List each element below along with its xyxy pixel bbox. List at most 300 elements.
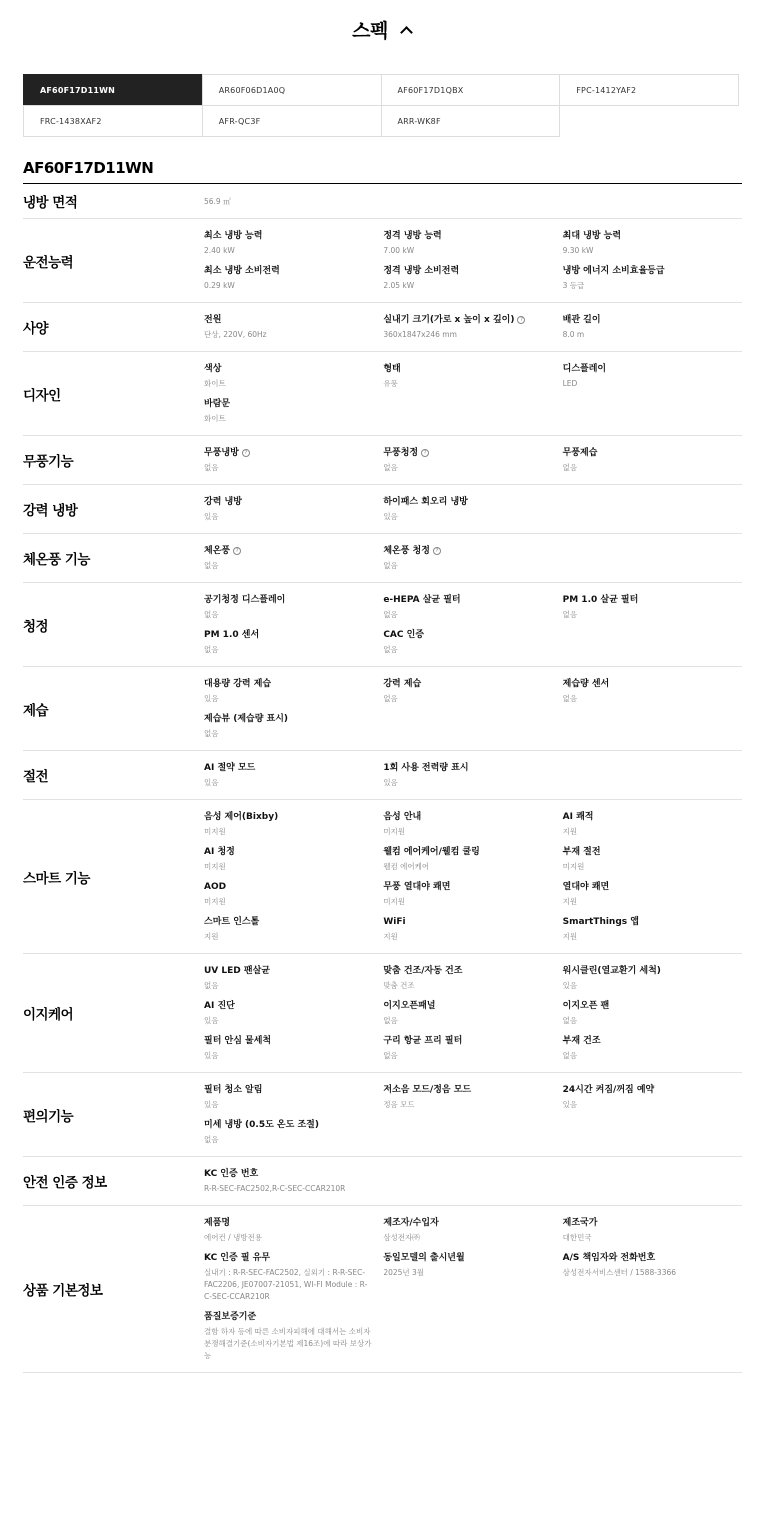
spec-value: 7.00 kW [383, 246, 415, 255]
spec-label [204, 999, 373, 1013]
spec-item [383, 628, 562, 663]
spec-label [383, 915, 552, 929]
spec-label-text: 실내기 크기(가로 x 높이 x 깊이) [383, 315, 515, 325]
spec-value: 2025년 3월 [383, 1268, 425, 1277]
spec-item [563, 1216, 742, 1251]
model-row [23, 106, 742, 137]
spec-value: 있음 [204, 1051, 219, 1060]
spec-label [204, 677, 373, 691]
spec-item [204, 761, 383, 796]
model-tab[interactable]: FPC-1412YAF2 [559, 74, 739, 106]
spec-label [204, 593, 373, 607]
spec-label-text: 무풍청정 [383, 448, 419, 458]
spec-value: 삼성전자㈜ [383, 1233, 420, 1242]
spec-item [204, 229, 383, 264]
spec-label [204, 1310, 373, 1324]
spec-value: 화이트 [204, 379, 226, 388]
spec-label [383, 495, 552, 509]
spec-label-text: 24시간 켜짐/꺼짐 예약 [562, 1085, 655, 1095]
spec-label [383, 362, 552, 376]
section-body [204, 1157, 742, 1205]
spec-label [383, 628, 552, 642]
spec-label [563, 593, 732, 607]
model-tab[interactable]: AF60F17D1QBX [381, 74, 561, 106]
spec-item [383, 1083, 562, 1118]
spec-item [383, 229, 562, 264]
spec-value: 삼성전자서비스센터 / 1588-3366 [562, 1268, 677, 1277]
section-title: 체온풍 기능 [23, 552, 90, 568]
spec-value: 맞춤 건조 [383, 981, 415, 990]
spec-value: 없음 [383, 694, 398, 703]
spec-label [563, 446, 732, 460]
spec-item [204, 915, 383, 950]
spec-label [383, 229, 552, 243]
spec-section [23, 954, 742, 1073]
spec-value: 있음 [204, 1016, 219, 1025]
spec-label [204, 1167, 373, 1181]
spec-section [23, 667, 742, 751]
spec-label [204, 1216, 373, 1230]
spec-label [204, 495, 373, 509]
spec-value: 없음 [562, 694, 578, 703]
spec-label [563, 845, 732, 859]
spec-section [23, 1157, 742, 1206]
spec-label [204, 880, 373, 894]
spec-label [204, 761, 373, 775]
section-title: 냉방 면적 [23, 195, 78, 211]
spec-label-text: AOD [204, 882, 227, 892]
spec-value: 단상, 220V, 60Hz [204, 330, 267, 339]
spec-item [204, 712, 383, 747]
spec-value: 없음 [562, 1051, 578, 1060]
spec-value: 없음 [204, 645, 219, 654]
spec-label-text: 색상 [204, 364, 222, 374]
section-title: 안전 인증 정보 [23, 1175, 107, 1191]
spec-item [383, 845, 562, 880]
spec-item [383, 593, 562, 628]
model-tab[interactable]: ARR-WK8F [381, 105, 561, 137]
spec-label-text: 동일모델의 출시년월 [383, 1253, 465, 1263]
spec-value: 지원 [383, 932, 398, 941]
chevron-up-icon[interactable] [400, 26, 413, 39]
spec-value: 미지원 [562, 862, 585, 871]
spec-label-text: 음성 안내 [383, 812, 422, 822]
spec-value: 미지원 [383, 827, 406, 836]
spec-label-text: 하이패스 회오리 냉방 [383, 497, 468, 507]
spec-item [383, 677, 562, 712]
spec-label [563, 264, 732, 278]
section-title: 상품 기본정보 [23, 1283, 103, 1299]
spec-item [383, 880, 562, 915]
spec-section [23, 436, 742, 485]
spec-item [383, 446, 562, 481]
spec-label [563, 229, 732, 243]
spec-label-text: SmartThings 앱 [562, 917, 639, 927]
spec-item [383, 313, 562, 348]
spec-label [383, 1083, 552, 1097]
spec-label-text: PM 1.0 살균 필터 [562, 595, 639, 605]
spec-label-text: 이지오픈 팬 [562, 1001, 610, 1011]
spec-label-text: 냉방 에너지 소비효율등급 [562, 266, 665, 276]
spec-item [383, 362, 562, 397]
spec-label [383, 880, 552, 894]
spec-item [204, 1251, 383, 1310]
spec-section [23, 219, 742, 303]
spec-label-text: 무풍 열대야 쾌면 [383, 882, 451, 892]
spec-item [383, 1216, 562, 1251]
spec-value: 지원 [562, 827, 578, 836]
section-body [204, 534, 742, 582]
section-body [204, 667, 742, 750]
spec-value: 실내기 : R-R-SEC-FAC2502, 실외기 : R-R-SEC-FAC2206, JE07007-21051, WI-FI Module : R-C-SEC-CCAR210R [204, 1268, 368, 1301]
spec-value: 2.05 kW [383, 281, 415, 290]
spec-label-text: 이지오픈패널 [383, 1001, 436, 1011]
spec-label-text: PM 1.0 센서 [204, 630, 260, 640]
spec-value: 유풍 [383, 379, 398, 388]
spec-label [563, 964, 732, 978]
spec-label-text: 무풍제습 [562, 448, 598, 458]
spec-label [563, 880, 732, 894]
section-body [204, 352, 742, 435]
spec-item [204, 999, 383, 1034]
section-title: 편의기능 [23, 1108, 74, 1125]
spec-value: 있음 [204, 1100, 219, 1109]
spec-label-text: 체온풍 [204, 546, 231, 556]
spec-label [204, 1083, 373, 1097]
spec-item [204, 1310, 383, 1369]
spec-label [383, 1251, 552, 1265]
help-icon[interactable]: ? [242, 449, 250, 457]
spec-label [563, 810, 732, 824]
section-body [204, 436, 742, 484]
spec-value: 없음 [204, 1135, 219, 1144]
spec-item [563, 1251, 742, 1310]
spec-item [204, 1118, 383, 1153]
spec-value: 에어컨 / 냉방전용 [204, 1233, 263, 1242]
spec-item [204, 397, 383, 432]
section-body [204, 1073, 742, 1156]
section-title: 이지케어 [23, 1007, 74, 1023]
spec-value: 8.0 m [562, 330, 585, 339]
spec-item [204, 194, 383, 215]
spec-section [23, 184, 742, 219]
spec-label [204, 845, 373, 859]
spec-value: 웰컴 에어케어 [383, 862, 430, 871]
spec-value: 미지원 [204, 827, 226, 836]
spec-item [204, 593, 383, 628]
help-icon[interactable]: ? [517, 316, 525, 324]
spec-label-text: 공기청정 디스플레이 [204, 595, 286, 605]
spec-label [383, 761, 552, 775]
section-body [204, 1206, 742, 1372]
spec-label [563, 1216, 732, 1230]
spec-item [563, 677, 742, 712]
spec-section [23, 534, 742, 583]
spec-item [383, 264, 562, 299]
spec-value: 없음 [562, 610, 578, 619]
spec-value: 있음 [383, 512, 398, 521]
page-title: 스펙 [352, 20, 388, 42]
spec-item [204, 810, 383, 845]
section-title: 무풍기능 [23, 454, 74, 470]
spec-item [204, 495, 383, 530]
spec-label-text: 제조국가 [562, 1218, 598, 1228]
spec-value: 없음 [204, 610, 219, 619]
spec-item [204, 677, 383, 712]
spec-label [204, 1034, 373, 1048]
spec-label-text: 저소음 모드/정음 모드 [383, 1085, 472, 1095]
spec-item [383, 1251, 562, 1310]
spec-item [563, 810, 742, 845]
spec-item [204, 1216, 383, 1251]
spec-item [563, 915, 742, 950]
spec-label [204, 544, 373, 558]
spec-label [204, 1251, 373, 1265]
spec-label-text: 디스플레이 [562, 364, 607, 374]
section-title: 제습 [23, 702, 49, 719]
spec-item [383, 544, 562, 579]
spec-value: 정음 모드 [383, 1100, 415, 1109]
spec-label [204, 264, 373, 278]
spec-label-text: 스마트 인스톨 [204, 917, 260, 927]
spec-label [563, 1034, 732, 1048]
spec-label [204, 229, 373, 243]
spec-label-text: 강력 제습 [383, 679, 422, 689]
spec-value: 없음 [383, 463, 398, 472]
spec-label [563, 362, 732, 376]
spec-item [563, 845, 742, 880]
spec-value: 없음 [204, 729, 219, 738]
spec-label-text: UV LED 팬살균 [204, 966, 270, 976]
spec-value: 대한민국 [562, 1233, 592, 1242]
spec-label-text: AI 쾌적 [562, 812, 594, 822]
spec-value: 9.30 kW [562, 246, 594, 255]
spec-label-text: 제품명 [204, 1218, 231, 1228]
model-tab[interactable]: AFR-QC3F [202, 105, 382, 137]
spec-label-text: 바람문 [204, 399, 231, 409]
spec-item [563, 446, 742, 481]
spec-value: 없음 [383, 561, 398, 570]
help-icon[interactable]: ? [233, 547, 241, 555]
spec-value: 지원 [204, 932, 219, 941]
spec-value: 있음 [383, 778, 398, 787]
spec-label-text: 맞춤 건조/자동 건조 [383, 966, 463, 976]
spec-item [563, 964, 742, 999]
spec-item [204, 264, 383, 299]
section-title: 청정 [23, 618, 49, 635]
spec-item [204, 845, 383, 880]
spec-label-text: 웰컴 에어케어/웰컴 쿨링 [383, 847, 480, 857]
spec-item [204, 362, 383, 397]
section-title: 디자인 [23, 387, 61, 404]
spec-label [563, 1251, 732, 1265]
spec-label-text: 제습량 센서 [562, 679, 610, 689]
section-body [204, 583, 742, 666]
spec-label [204, 810, 373, 824]
spec-label-text: 강력 냉방 [204, 497, 242, 507]
spec-label [204, 362, 373, 376]
spec-label [204, 1118, 373, 1132]
spec-label-text: 워시클린(열교환기 세척) [562, 966, 661, 976]
spec-section [23, 1073, 742, 1157]
spec-label [383, 264, 552, 278]
spec-table [23, 184, 742, 1373]
spec-section [23, 485, 742, 534]
spec-label [204, 712, 373, 726]
section-title: 스마트 기능 [23, 870, 90, 887]
spec-label [383, 999, 552, 1013]
spec-value: 없음 [204, 561, 219, 570]
spec-value: 미지원 [383, 897, 406, 906]
spec-value: 있음 [204, 694, 219, 703]
spec-label-text: 최소 냉방 능력 [204, 231, 263, 241]
spec-item [563, 999, 742, 1034]
section-body [204, 800, 742, 953]
section-body [204, 184, 742, 218]
spec-label-text: 무풍냉방 [204, 448, 239, 458]
spec-label-text: 체온풍 청정 [383, 546, 430, 556]
spec-value: 없음 [562, 463, 578, 472]
spec-section [23, 352, 742, 436]
spec-item [563, 593, 742, 628]
spec-header[interactable] [0, 16, 763, 43]
spec-label-text: AI 진단 [204, 1001, 235, 1011]
spec-label [204, 628, 373, 642]
spec-label-text: 정격 냉방 능력 [383, 231, 442, 241]
model-tab[interactable]: AF60F17D11WN [23, 74, 203, 106]
spec-label [383, 313, 552, 327]
section-title: 사양 [23, 321, 49, 337]
section-body [204, 485, 742, 533]
spec-label-text: 음성 제어(Bixby) [204, 812, 279, 822]
spec-label-text: 최소 냉방 소비전력 [204, 266, 280, 276]
spec-label [563, 999, 732, 1013]
spec-item [204, 1167, 383, 1202]
spec-label-text: 구리 항균 프리 필터 [383, 1036, 463, 1046]
spec-label [563, 1083, 732, 1097]
spec-label-text: KC 인증 번호 [204, 1169, 259, 1179]
spec-item [204, 628, 383, 663]
spec-value: 없음 [204, 463, 219, 472]
spec-item [563, 1083, 742, 1118]
spec-value: 있음 [204, 512, 219, 521]
spec-label [383, 677, 552, 691]
section-body [204, 954, 742, 1072]
spec-value: 결함 하자 등에 따른 소비자피해에 대해서는 소비자분쟁해결기준(소비자기본법 제16조)에 따라 보상가능 [204, 1327, 372, 1360]
spec-label-text: 배관 길이 [562, 315, 601, 325]
spec-value: 미지원 [204, 862, 226, 871]
spec-value: 지원 [562, 932, 578, 941]
spec-label-text: 형태 [383, 364, 401, 374]
spec-value: 0.29 kW [204, 281, 235, 290]
spec-label-text: WiFi [383, 917, 406, 927]
spec-item [383, 810, 562, 845]
spec-value: 2.40 kW [204, 246, 235, 255]
spec-label [383, 845, 552, 859]
spec-label-text: 부재 건조 [562, 1036, 601, 1046]
spec-label-text: 전원 [204, 315, 222, 325]
spec-label-text: AI 절약 모드 [204, 763, 256, 773]
spec-value: 없음 [383, 610, 398, 619]
section-title: 절전 [23, 769, 49, 785]
spec-item [204, 1034, 383, 1069]
model-tab[interactable]: AR60F06D1A0Q [202, 74, 382, 106]
spec-value: 없음 [562, 1016, 578, 1025]
spec-value: 360x1847x246 mm [383, 330, 457, 339]
spec-item [204, 964, 383, 999]
section-title: 강력 냉방 [23, 503, 78, 519]
selected-model-title: AF60F17D11WN [23, 159, 154, 177]
spec-label-text: 대용량 강력 제습 [204, 679, 272, 689]
spec-section [23, 303, 742, 352]
model-selector [23, 74, 742, 137]
spec-value: 없음 [383, 1051, 398, 1060]
spec-label-text: 품질보증기준 [204, 1312, 257, 1322]
spec-value: 지원 [562, 897, 578, 906]
empty-cell [559, 105, 739, 137]
section-title: 운전능력 [23, 254, 74, 271]
spec-section [23, 583, 742, 667]
spec-value: 3 등급 [562, 281, 585, 290]
spec-label [204, 964, 373, 978]
spec-item [383, 1034, 562, 1069]
spec-value: 있음 [562, 1100, 578, 1109]
spec-item [383, 495, 562, 530]
spec-label-text: KC 인증 필 유무 [204, 1253, 271, 1263]
model-tab[interactable]: FRC-1438XAF2 [23, 105, 203, 137]
spec-item [204, 313, 383, 348]
spec-value: 있음 [562, 981, 578, 990]
model-row [23, 74, 742, 106]
spec-label-text: 미세 냉방 (0.5도 온도 조절) [204, 1120, 319, 1130]
spec-value: 있음 [204, 778, 219, 787]
spec-value: 없음 [204, 981, 219, 990]
spec-label [383, 810, 552, 824]
help-icon[interactable]: ? [421, 449, 429, 457]
spec-label [383, 446, 552, 460]
section-body [204, 219, 742, 302]
spec-value: LED [562, 379, 578, 388]
spec-value: 없음 [383, 645, 398, 654]
spec-label-text: 제습뷰 (제습량 표시) [204, 714, 289, 724]
spec-label-text: 최대 냉방 능력 [562, 231, 622, 241]
spec-label-text: 정격 냉방 소비전력 [383, 266, 460, 276]
spec-value: 미지원 [204, 897, 226, 906]
spec-section [23, 800, 742, 954]
spec-section [23, 1206, 742, 1373]
spec-item [563, 880, 742, 915]
spec-label [383, 1216, 552, 1230]
spec-label [204, 313, 373, 327]
spec-section [23, 751, 742, 800]
spec-item [204, 880, 383, 915]
spec-item [383, 761, 562, 796]
spec-label-text: CAC 인증 [383, 630, 425, 640]
spec-label [383, 1034, 552, 1048]
spec-label [204, 397, 373, 411]
spec-item [563, 264, 742, 299]
spec-label-text: 열대야 쾌면 [562, 882, 610, 892]
spec-item [563, 313, 742, 348]
spec-label [383, 544, 552, 558]
spec-label-text: 필터 안심 물세척 [204, 1036, 272, 1046]
spec-item [204, 1083, 383, 1118]
spec-label-text: 필터 청소 알림 [204, 1085, 263, 1095]
spec-label [204, 915, 373, 929]
spec-label [563, 313, 732, 327]
help-icon[interactable]: ? [433, 547, 441, 555]
spec-label [563, 915, 732, 929]
